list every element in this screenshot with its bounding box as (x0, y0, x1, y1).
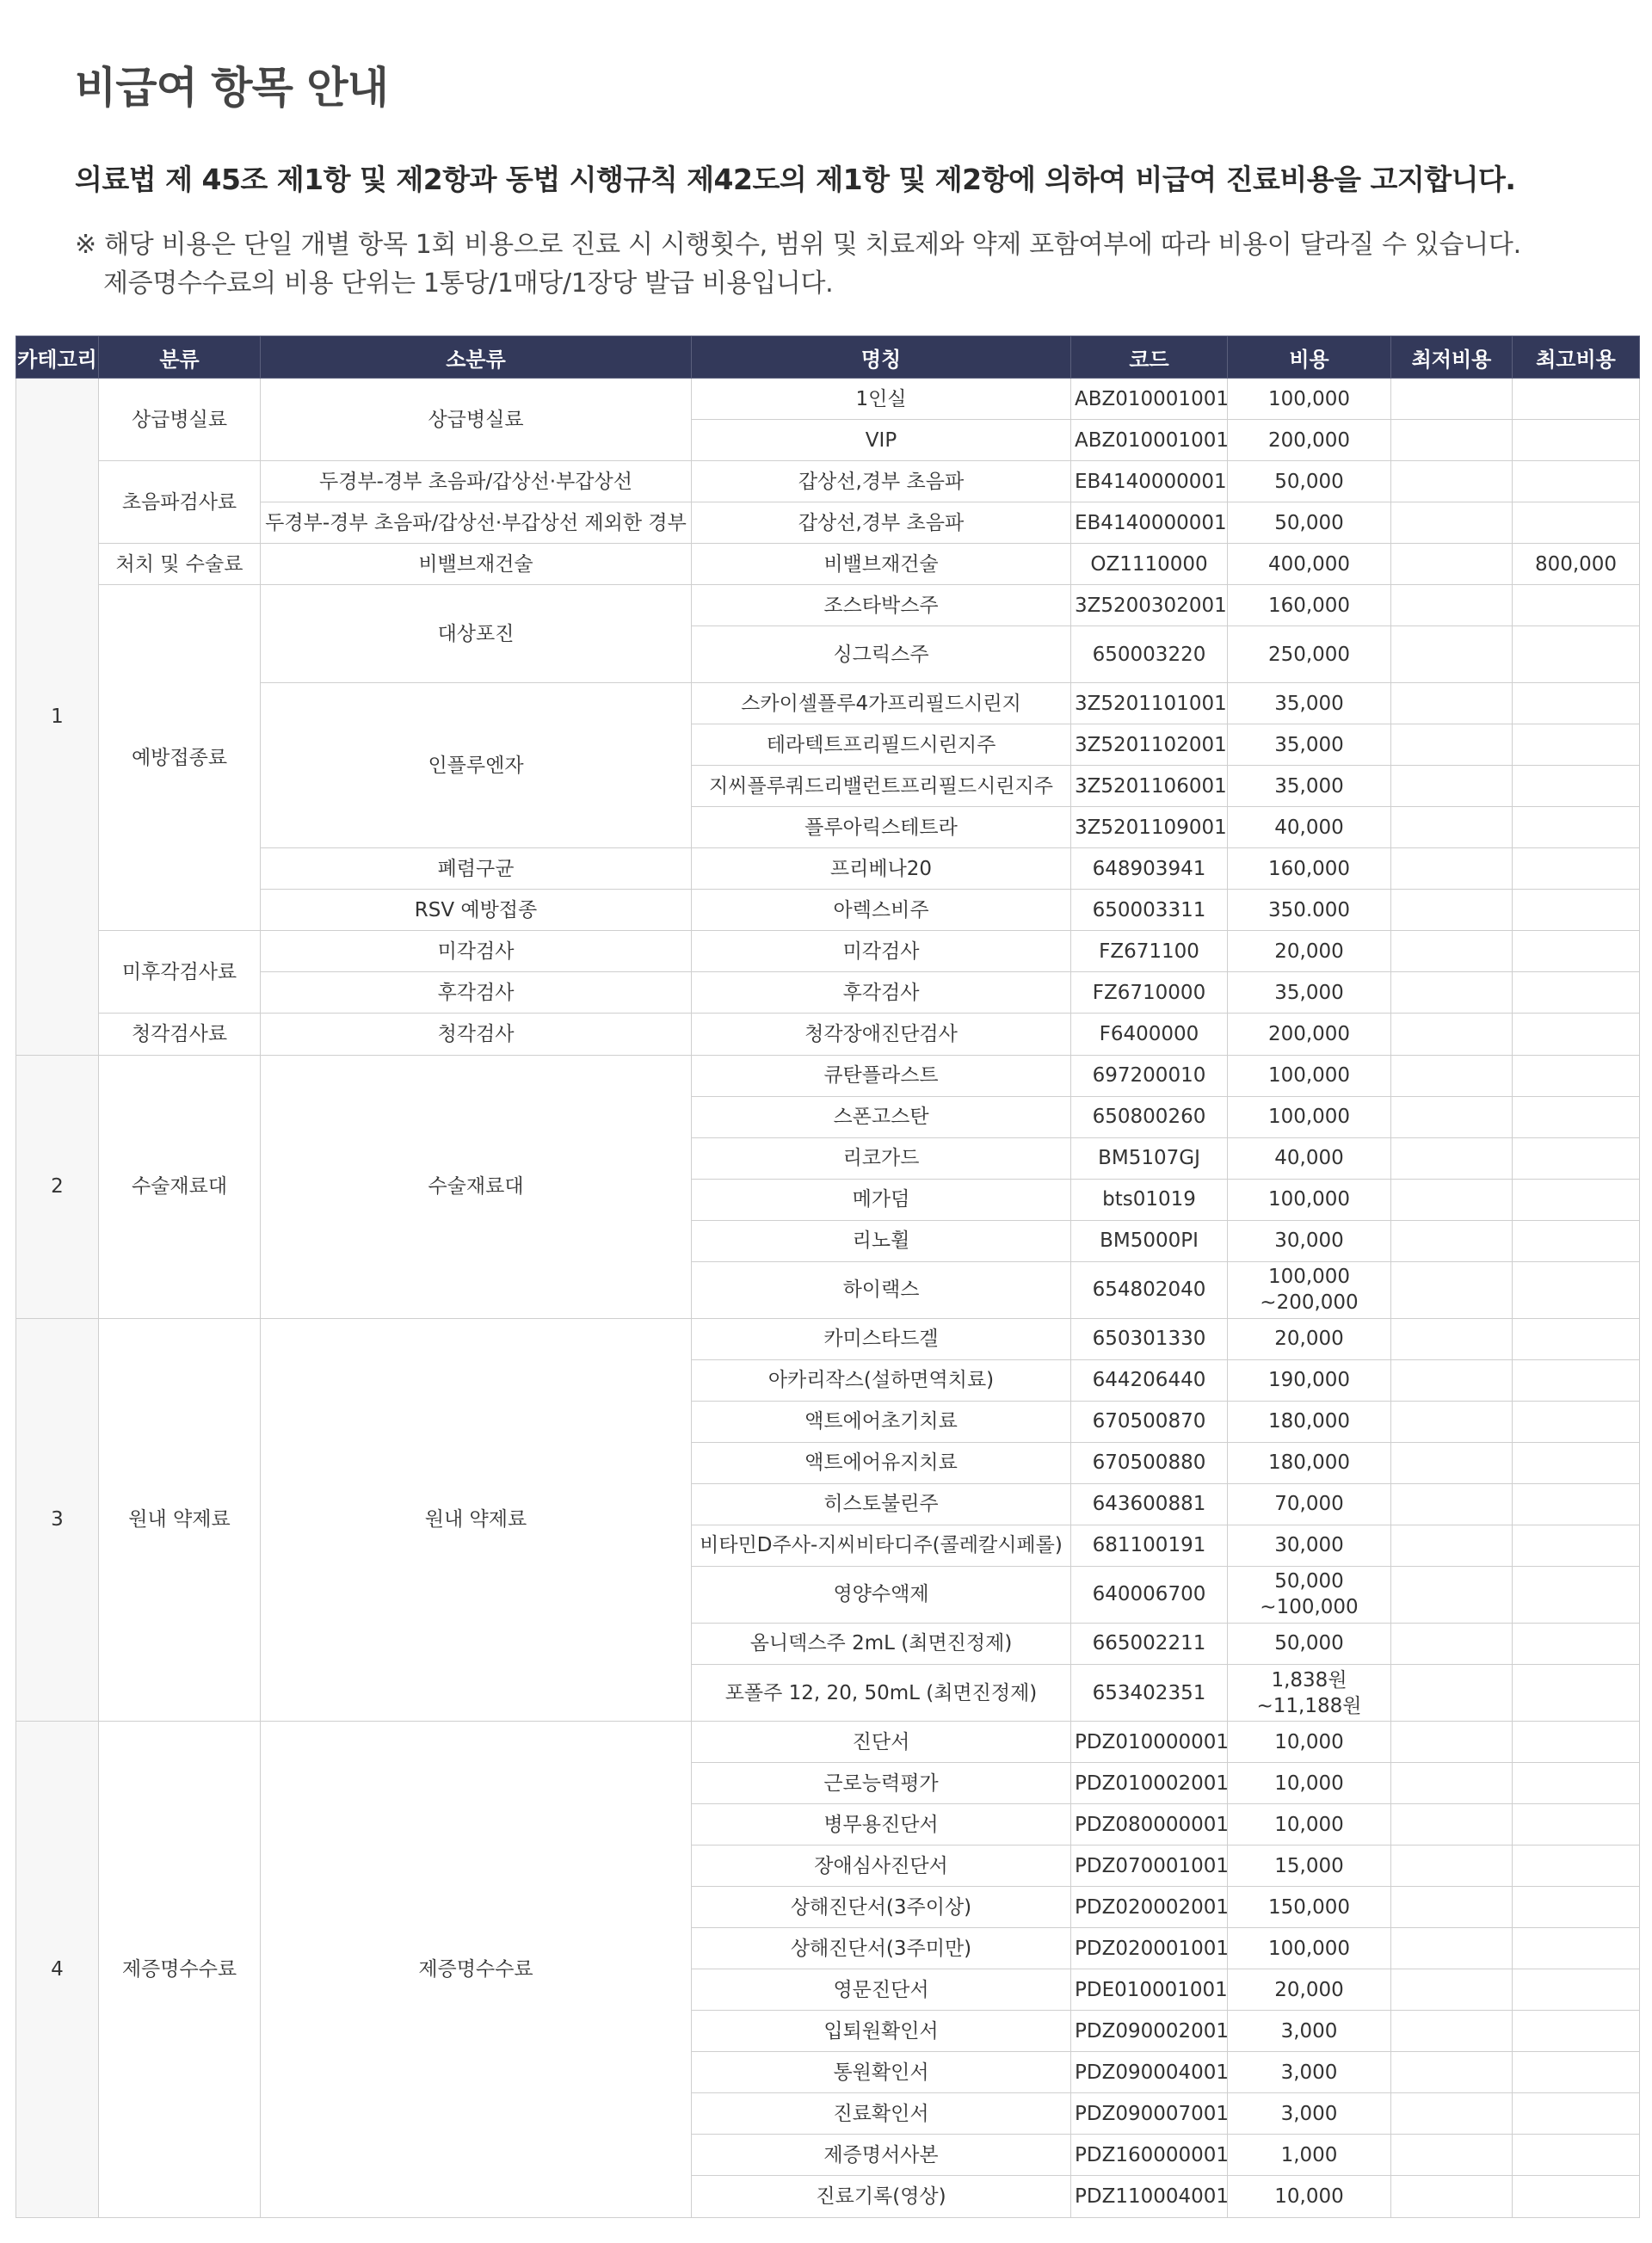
item-code-cell: PDE010001001 (1071, 1969, 1228, 2011)
item-max-cost-cell (1513, 461, 1640, 502)
table-row (16, 1014, 1640, 1055)
item-name-cell: 미각검사 (692, 931, 1071, 972)
item-code-cell: 670500880 (1071, 1442, 1228, 1483)
item-max-cost-cell (1513, 1137, 1640, 1179)
item-cost-cell: 100,000 ~200,000 (1228, 1261, 1391, 1318)
item-max-cost-cell (1513, 626, 1640, 683)
item-min-cost-cell (1391, 2052, 1513, 2093)
item-max-cost-cell (1513, 1928, 1640, 1969)
item-code-cell: FZ671100 (1071, 931, 1228, 972)
item-max-cost-cell (1513, 724, 1640, 766)
item-max-cost-cell (1513, 766, 1640, 807)
item-min-cost-cell (1391, 1014, 1513, 1055)
item-code-cell: PDZ070001001 (1071, 1846, 1228, 1887)
item-cost-cell: 3,000 (1228, 2093, 1391, 2135)
group-cell: 미후각검사료 (99, 931, 261, 1014)
header-group: 분류 (99, 336, 261, 379)
item-cost-cell: 40,000 (1228, 807, 1391, 848)
table-row (16, 1318, 1640, 1359)
item-name-cell: 영문진단서 (692, 1969, 1071, 2011)
item-min-cost-cell (1391, 461, 1513, 502)
item-cost-cell: 15,000 (1228, 1846, 1391, 1887)
item-code-cell: PDZ010000001 (1071, 1722, 1228, 1763)
item-max-cost-cell (1513, 379, 1640, 420)
item-min-cost-cell (1391, 1220, 1513, 1261)
item-name-cell: 갑상선,경부 초음파 (692, 461, 1071, 502)
item-cost-cell: 250,000 (1228, 626, 1391, 683)
table-row (16, 585, 1640, 626)
item-name-cell: 진료기록(영상) (692, 2176, 1071, 2218)
item-code-cell: 650003311 (1071, 890, 1228, 931)
item-name-cell: 후각검사 (692, 972, 1071, 1014)
item-name-cell: 액트에어유지치료 (692, 1442, 1071, 1483)
group-cell: 처치 및 수술료 (99, 544, 261, 585)
item-max-cost-cell (1513, 502, 1640, 544)
header-min-cost: 최저비용 (1391, 336, 1513, 379)
item-code-cell: 654802040 (1071, 1261, 1228, 1318)
item-min-cost-cell (1391, 1928, 1513, 1969)
group-cell: 수술재료대 (99, 1055, 261, 1318)
item-min-cost-cell (1391, 1261, 1513, 1318)
item-cost-cell: 50,000 (1228, 461, 1391, 502)
item-max-cost-cell (1513, 972, 1640, 1014)
item-code-cell: 3Z5201101001 (1071, 683, 1228, 724)
item-cost-cell: 20,000 (1228, 931, 1391, 972)
item-cost-cell: 400,000 (1228, 544, 1391, 585)
item-name-cell: 1인실 (692, 379, 1071, 420)
item-min-cost-cell (1391, 1623, 1513, 1664)
item-code-cell: PDZ020001001 (1071, 1928, 1228, 1969)
item-cost-cell: 180,000 (1228, 1401, 1391, 1442)
item-min-cost-cell (1391, 1442, 1513, 1483)
item-cost-cell: 3,000 (1228, 2011, 1391, 2052)
group-cell: 초음파검사료 (99, 461, 261, 544)
item-name-cell: 플루아릭스테트라 (692, 807, 1071, 848)
table-row (16, 1055, 1640, 1096)
subgroup-cell: 두경부-경부 초음파/갑상선·부갑상선 제외한 경부 (261, 502, 692, 544)
subgroup-cell: RSV 예방접종 (261, 890, 692, 931)
item-min-cost-cell (1391, 2176, 1513, 2218)
item-code-cell: 670500870 (1071, 1401, 1228, 1442)
item-name-cell: 청각장애진단검사 (692, 1014, 1071, 1055)
subgroup-cell: 제증명수수료 (261, 1722, 692, 2218)
fee-table (15, 336, 1640, 2218)
item-name-cell: 스폰고스탄 (692, 1096, 1071, 1137)
item-name-cell: 싱그릭스주 (692, 626, 1071, 683)
item-name-cell: 입퇴원확인서 (692, 2011, 1071, 2052)
item-max-cost-cell (1513, 420, 1640, 461)
item-max-cost-cell (1513, 1664, 1640, 1721)
item-cost-cell: 35,000 (1228, 766, 1391, 807)
subgroup-cell: 폐렴구균 (261, 848, 692, 890)
item-max-cost-cell (1513, 1763, 1640, 1804)
item-min-cost-cell (1391, 544, 1513, 585)
item-name-cell: 액트에어초기치료 (692, 1401, 1071, 1442)
item-max-cost-cell (1513, 1846, 1640, 1887)
item-max-cost-cell (1513, 1566, 1640, 1623)
item-min-cost-cell (1391, 766, 1513, 807)
item-code-cell: ABZ010001001 (1071, 420, 1228, 461)
item-name-cell: 리노휠 (692, 1220, 1071, 1261)
item-name-cell: 옴니덱스주 2mL (최면진정제) (692, 1623, 1071, 1664)
item-max-cost-cell (1513, 1179, 1640, 1220)
item-max-cost-cell (1513, 848, 1640, 890)
item-cost-cell: 20,000 (1228, 1969, 1391, 2011)
subgroup-cell: 대상포진 (261, 585, 692, 683)
item-name-cell: 아카리작스(설하면역치료) (692, 1359, 1071, 1401)
subgroup-cell: 미각검사 (261, 931, 692, 972)
item-min-cost-cell (1391, 2093, 1513, 2135)
table-row (16, 848, 1640, 890)
item-name-cell: 비타민D주사-지씨비타디주(콜레칼시페롤) (692, 1525, 1071, 1566)
item-max-cost-cell (1513, 1722, 1640, 1763)
item-name-cell: 스카이셀플루4가프리필드시린지 (692, 683, 1071, 724)
item-code-cell: FZ6710000 (1071, 972, 1228, 1014)
item-name-cell: 제증명서사본 (692, 2135, 1071, 2176)
item-cost-cell: 150,000 (1228, 1887, 1391, 1928)
item-min-cost-cell (1391, 848, 1513, 890)
item-cost-cell: 100,000 (1228, 1096, 1391, 1137)
table-row (16, 972, 1640, 1014)
item-max-cost-cell (1513, 1261, 1640, 1318)
item-code-cell: 653402351 (1071, 1664, 1228, 1721)
header-name: 명칭 (692, 336, 1071, 379)
group-cell: 예방접종료 (99, 585, 261, 931)
item-name-cell: 테라텍트프리필드시린지주 (692, 724, 1071, 766)
item-max-cost-cell (1513, 1055, 1640, 1096)
table-header-row (16, 336, 1640, 379)
subgroup-cell: 상급병실료 (261, 379, 692, 461)
item-min-cost-cell (1391, 1804, 1513, 1846)
table-row (16, 683, 1640, 724)
item-cost-cell: 160,000 (1228, 585, 1391, 626)
item-code-cell: PDZ110004001 (1071, 2176, 1228, 2218)
category-cell: 1 (16, 379, 99, 1056)
item-max-cost-cell (1513, 1442, 1640, 1483)
item-cost-cell: 30,000 (1228, 1220, 1391, 1261)
header-max-cost: 최고비용 (1513, 336, 1640, 379)
item-code-cell: 681100191 (1071, 1525, 1228, 1566)
item-max-cost-cell (1513, 807, 1640, 848)
item-code-cell: 3Z5200302001 (1071, 585, 1228, 626)
subgroup-cell: 인플루엔자 (261, 683, 692, 848)
item-max-cost-cell (1513, 1014, 1640, 1055)
item-cost-cell: 50,000 (1228, 502, 1391, 544)
item-name-cell: 통원확인서 (692, 2052, 1071, 2093)
item-cost-cell: 20,000 (1228, 1318, 1391, 1359)
item-min-cost-cell (1391, 1763, 1513, 1804)
item-cost-cell: 50,000 ~100,000 (1228, 1566, 1391, 1623)
item-name-cell: 비밸브재건술 (692, 544, 1071, 585)
item-cost-cell: 200,000 (1228, 1014, 1391, 1055)
item-max-cost-cell: 800,000 (1513, 544, 1640, 585)
item-min-cost-cell (1391, 1664, 1513, 1721)
header-code: 코드 (1071, 336, 1228, 379)
item-min-cost-cell (1391, 1401, 1513, 1442)
item-max-cost-cell (1513, 2052, 1640, 2093)
item-max-cost-cell (1513, 1804, 1640, 1846)
item-min-cost-cell (1391, 972, 1513, 1014)
item-code-cell: PDZ090002001 (1071, 2011, 1228, 2052)
item-name-cell: 하이랙스 (692, 1261, 1071, 1318)
group-cell: 청각검사료 (99, 1014, 261, 1055)
item-cost-cell: 200,000 (1228, 420, 1391, 461)
item-cost-cell: 40,000 (1228, 1137, 1391, 1179)
item-min-cost-cell (1391, 379, 1513, 420)
item-name-cell: 프리베나20 (692, 848, 1071, 890)
item-min-cost-cell (1391, 2135, 1513, 2176)
item-max-cost-cell (1513, 1483, 1640, 1525)
item-max-cost-cell (1513, 2135, 1640, 2176)
item-code-cell: 665002211 (1071, 1623, 1228, 1664)
group-cell: 원내 약제료 (99, 1318, 261, 1721)
item-code-cell: EB4140000001 (1071, 502, 1228, 544)
item-cost-cell: 70,000 (1228, 1483, 1391, 1525)
item-code-cell: 3Z5201102001 (1071, 724, 1228, 766)
item-cost-cell: 35,000 (1228, 724, 1391, 766)
item-name-cell: 근로능력평가 (692, 1763, 1071, 1804)
item-min-cost-cell (1391, 1055, 1513, 1096)
item-max-cost-cell (1513, 1359, 1640, 1401)
group-cell: 상급병실료 (99, 379, 261, 461)
item-name-cell: 조스타박스주 (692, 585, 1071, 626)
item-min-cost-cell (1391, 502, 1513, 544)
item-max-cost-cell (1513, 683, 1640, 724)
item-cost-cell: 100,000 (1228, 1928, 1391, 1969)
item-max-cost-cell (1513, 1401, 1640, 1442)
item-name-cell: 진료확인서 (692, 2093, 1071, 2135)
item-name-cell: 상해진단서(3주이상) (692, 1887, 1071, 1928)
item-code-cell: 697200010 (1071, 1055, 1228, 1096)
item-min-cost-cell (1391, 1846, 1513, 1887)
item-cost-cell: 35,000 (1228, 972, 1391, 1014)
item-name-cell: 영양수액제 (692, 1566, 1071, 1623)
item-cost-cell: 3,000 (1228, 2052, 1391, 2093)
item-code-cell: 650301330 (1071, 1318, 1228, 1359)
item-cost-cell: 350.000 (1228, 890, 1391, 931)
item-name-cell: 메가덤 (692, 1179, 1071, 1220)
table-row (16, 544, 1640, 585)
item-code-cell: 3Z5201106001 (1071, 766, 1228, 807)
item-code-cell: BM5107GJ (1071, 1137, 1228, 1179)
item-code-cell: PDZ010002001 (1071, 1763, 1228, 1804)
item-name-cell: 아렉스비주 (692, 890, 1071, 931)
item-min-cost-cell (1391, 2011, 1513, 2052)
item-cost-cell: 160,000 (1228, 848, 1391, 890)
item-min-cost-cell (1391, 1137, 1513, 1179)
item-name-cell: 히스토불린주 (692, 1483, 1071, 1525)
item-code-cell: PDZ090007001 (1071, 2093, 1228, 2135)
item-cost-cell: 35,000 (1228, 683, 1391, 724)
item-min-cost-cell (1391, 1318, 1513, 1359)
item-min-cost-cell (1391, 890, 1513, 931)
item-min-cost-cell (1391, 626, 1513, 683)
subgroup-cell: 두경부-경부 초음파/갑상선·부갑상선 (261, 461, 692, 502)
category-cell: 3 (16, 1318, 99, 1721)
subgroup-cell: 수술재료대 (261, 1055, 692, 1318)
item-min-cost-cell (1391, 1722, 1513, 1763)
item-code-cell: 3Z5201109001 (1071, 807, 1228, 848)
cost-note (75, 225, 1521, 303)
item-min-cost-cell (1391, 1359, 1513, 1401)
item-cost-cell: 10,000 (1228, 1722, 1391, 1763)
item-code-cell: 643600881 (1071, 1483, 1228, 1525)
item-max-cost-cell (1513, 1525, 1640, 1566)
item-cost-cell: 180,000 (1228, 1442, 1391, 1483)
item-code-cell: PDZ080000001 (1071, 1804, 1228, 1846)
item-cost-cell: 190,000 (1228, 1359, 1391, 1401)
item-name-cell: 진단서 (692, 1722, 1071, 1763)
item-max-cost-cell (1513, 1096, 1640, 1137)
item-cost-cell: 100,000 (1228, 1055, 1391, 1096)
cost-note-line-2: 제증명수수료의 비용 단위는 1통당/1매당/1장당 발급 비용입니다. (103, 268, 834, 299)
item-code-cell: ABZ010001001 (1071, 379, 1228, 420)
item-max-cost-cell (1513, 2093, 1640, 2135)
item-code-cell: 650003220 (1071, 626, 1228, 683)
item-name-cell: 포폴주 12, 20, 50mL (최면진정제) (692, 1664, 1071, 1721)
item-code-cell: 640006700 (1071, 1566, 1228, 1623)
subgroup-cell: 청각검사 (261, 1014, 692, 1055)
page-title: 비급여 항목 안내 (75, 63, 388, 113)
item-max-cost-cell (1513, 890, 1640, 931)
item-min-cost-cell (1391, 1969, 1513, 2011)
item-code-cell: F6400000 (1071, 1014, 1228, 1055)
item-min-cost-cell (1391, 1179, 1513, 1220)
item-min-cost-cell (1391, 683, 1513, 724)
item-name-cell: 큐탄플라스트 (692, 1055, 1071, 1096)
item-cost-cell: 100,000 (1228, 1179, 1391, 1220)
item-max-cost-cell (1513, 1318, 1640, 1359)
subgroup-cell: 비밸브재건술 (261, 544, 692, 585)
item-max-cost-cell (1513, 931, 1640, 972)
item-cost-cell: 10,000 (1228, 1763, 1391, 1804)
item-name-cell: 갑상선,경부 초음파 (692, 502, 1071, 544)
item-name-cell: 장애심사진단서 (692, 1846, 1071, 1887)
group-cell: 제증명수수료 (99, 1722, 261, 2218)
header-cost: 비용 (1228, 336, 1391, 379)
table-row (16, 1722, 1640, 1763)
item-min-cost-cell (1391, 1096, 1513, 1137)
item-name-cell: 병무용진단서 (692, 1804, 1071, 1846)
item-cost-cell: 10,000 (1228, 1804, 1391, 1846)
legal-notice: 의료법 제 45조 제1항 및 제2항과 동법 시행규칙 제42도의 제1항 및 제2항에 의하여 비급여 진료비용을 고지합니다. (75, 163, 1516, 196)
item-max-cost-cell (1513, 2176, 1640, 2218)
category-cell: 2 (16, 1055, 99, 1318)
item-min-cost-cell (1391, 1483, 1513, 1525)
item-cost-cell: 100,000 (1228, 379, 1391, 420)
item-min-cost-cell (1391, 420, 1513, 461)
item-cost-cell: 1,000 (1228, 2135, 1391, 2176)
item-code-cell: 650800260 (1071, 1096, 1228, 1137)
item-name-cell: 지씨플루쿼드리밸런트프리필드시린지주 (692, 766, 1071, 807)
subgroup-cell: 후각검사 (261, 972, 692, 1014)
item-name-cell: 상해진단서(3주미만) (692, 1928, 1071, 1969)
item-min-cost-cell (1391, 1887, 1513, 1928)
item-code-cell: PDZ090004001 (1071, 2052, 1228, 2093)
category-cell: 4 (16, 1722, 99, 2218)
header-subgroup: 소분류 (261, 336, 692, 379)
item-code-cell: PDZ160000001 (1071, 2135, 1228, 2176)
item-min-cost-cell (1391, 931, 1513, 972)
table-row (16, 379, 1640, 420)
item-code-cell: BM5000PI (1071, 1220, 1228, 1261)
header-category: 카테고리 (16, 336, 99, 379)
table-row (16, 931, 1640, 972)
subgroup-cell: 원내 약제료 (261, 1318, 692, 1721)
item-code-cell: 648903941 (1071, 848, 1228, 890)
item-name-cell: 리코가드 (692, 1137, 1071, 1179)
item-max-cost-cell (1513, 1969, 1640, 2011)
item-min-cost-cell (1391, 585, 1513, 626)
item-code-cell: PDZ020002001 (1071, 1887, 1228, 1928)
item-max-cost-cell (1513, 1220, 1640, 1261)
item-code-cell: bts01019 (1071, 1179, 1228, 1220)
item-cost-cell: 30,000 (1228, 1525, 1391, 1566)
table-row (16, 890, 1640, 931)
item-cost-cell: 10,000 (1228, 2176, 1391, 2218)
item-max-cost-cell (1513, 585, 1640, 626)
item-max-cost-cell (1513, 2011, 1640, 2052)
item-code-cell: 644206440 (1071, 1359, 1228, 1401)
item-min-cost-cell (1391, 1525, 1513, 1566)
item-min-cost-cell (1391, 724, 1513, 766)
item-min-cost-cell (1391, 807, 1513, 848)
item-max-cost-cell (1513, 1623, 1640, 1664)
item-cost-cell: 50,000 (1228, 1623, 1391, 1664)
table-row (16, 461, 1640, 502)
cost-note-line-1: ※ 해당 비용은 단일 개별 항목 1회 비용으로 진료 시 시행횟수, 범위 및 치료제와 약제 포함여부에 따라 비용이 달라질 수 있습니다. (75, 230, 1521, 260)
item-code-cell: OZ1110000 (1071, 544, 1228, 585)
item-name-cell: 카미스타드겔 (692, 1318, 1071, 1359)
fee-table-body (16, 379, 1640, 2218)
item-code-cell: EB4140000001 (1071, 461, 1228, 502)
item-min-cost-cell (1391, 1566, 1513, 1623)
item-max-cost-cell (1513, 1887, 1640, 1928)
table-row (16, 502, 1640, 544)
item-cost-cell: 1,838원 ~11,188원 (1228, 1664, 1391, 1721)
item-name-cell: VIP (692, 420, 1071, 461)
